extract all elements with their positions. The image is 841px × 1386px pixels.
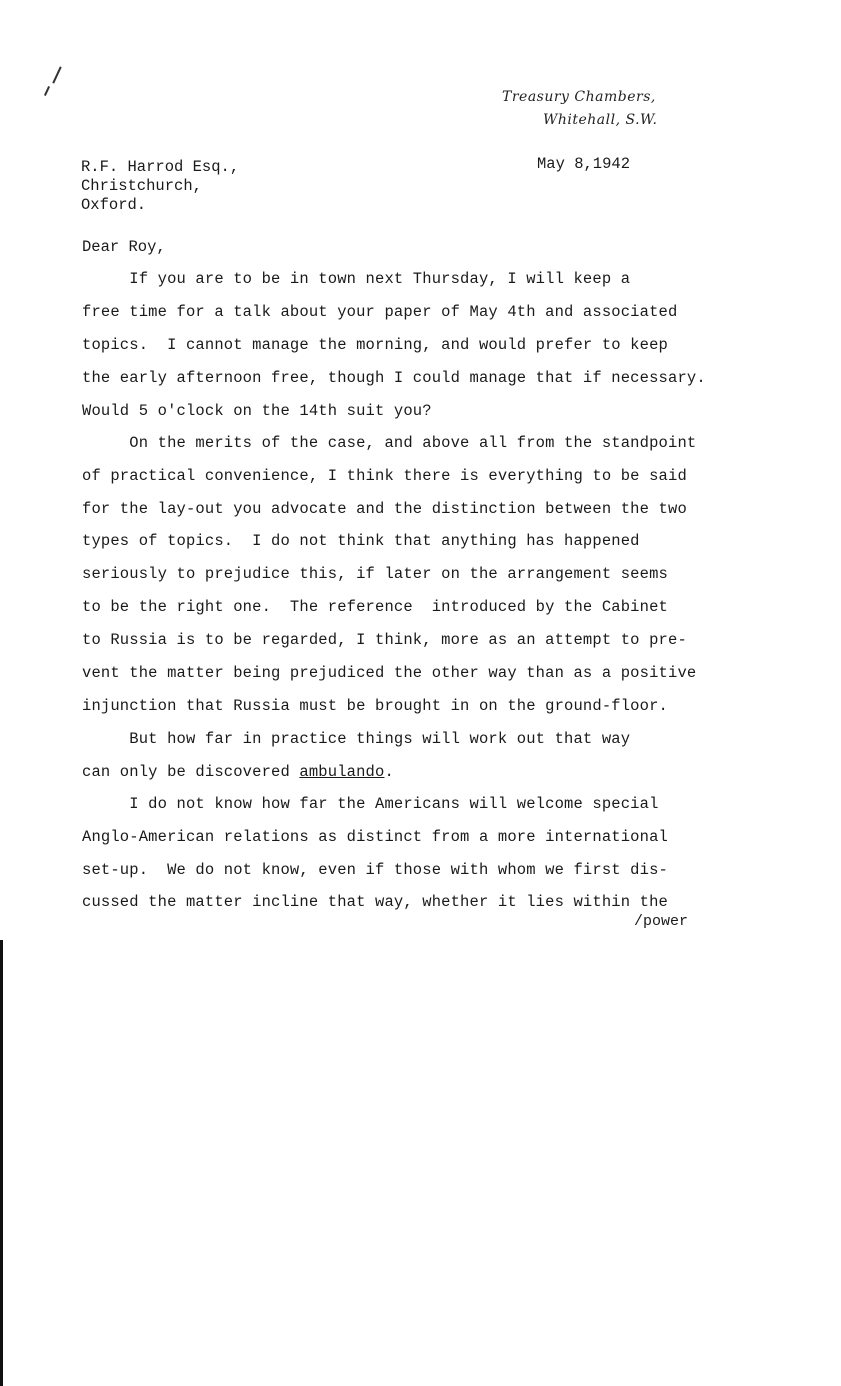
body-line: On the merits of the case, and above all from the standpoint	[82, 434, 697, 452]
body-line: If you are to be in town next Thursday, I will keep a	[82, 270, 631, 288]
body-line: set-up. We do not know, even if those with whom we first dis-	[82, 861, 668, 879]
body-line: the early afternoon free, though I could manage that if necessary.	[82, 369, 706, 387]
recipient-city: Oxford.	[81, 196, 147, 214]
body-line: cussed the matter incline that way, whether it lies within the	[82, 893, 668, 911]
body-line: vent the matter being prejudiced the other way than as a positive	[82, 664, 697, 682]
body-line: I do not know how far the Americans will welcome special	[82, 795, 659, 813]
body-line: Would 5 o'clock on the 14th suit you?	[82, 402, 432, 420]
scan-edge	[0, 940, 3, 1386]
body-line	[82, 763, 394, 781]
body-line: to be the right one. The reference introduced by the Cabinet	[82, 598, 668, 616]
body-line: topics. I cannot manage the morning, and would prefer to keep	[82, 336, 668, 354]
salutation: Dear Roy,	[82, 238, 166, 256]
body-line: But how far in practice things will work out that way	[82, 730, 631, 748]
letterhead-line-2: Whitehall, S.W.	[543, 112, 658, 128]
body-text: can only be discovered	[82, 763, 300, 781]
letterhead-line-1: Treasury Chambers,	[502, 89, 656, 105]
catchword: /power	[634, 913, 689, 930]
body-line: seriously to prejudice this, if later on the arrangement seems	[82, 565, 668, 583]
recipient-college: Christchurch,	[81, 177, 202, 195]
body-line: injunction that Russia must be brought in on the ground-floor.	[82, 697, 668, 715]
body-text: .	[384, 763, 394, 781]
body-line: to Russia is to be regarded, I think, more as an attempt to pre-	[82, 631, 687, 649]
body-line: Anglo-American relations as distinct from a more international	[82, 828, 668, 846]
body-line: types of topics. I do not think that anything has happened	[82, 532, 640, 550]
body-line: for the lay-out you advocate and the distinction between the two	[82, 500, 687, 518]
margin-mark	[52, 66, 61, 83]
body-line: of practical convenience, I think there is everything to be said	[82, 467, 687, 485]
letter-date: May 8,1942	[537, 155, 631, 173]
recipient-name: R.F. Harrod Esq.,	[81, 158, 240, 176]
recipient-address	[81, 158, 239, 215]
margin-mark	[44, 86, 50, 96]
underlined-word: ambulando	[299, 763, 385, 781]
body-line: free time for a talk about your paper of May 4th and associated	[82, 303, 678, 321]
